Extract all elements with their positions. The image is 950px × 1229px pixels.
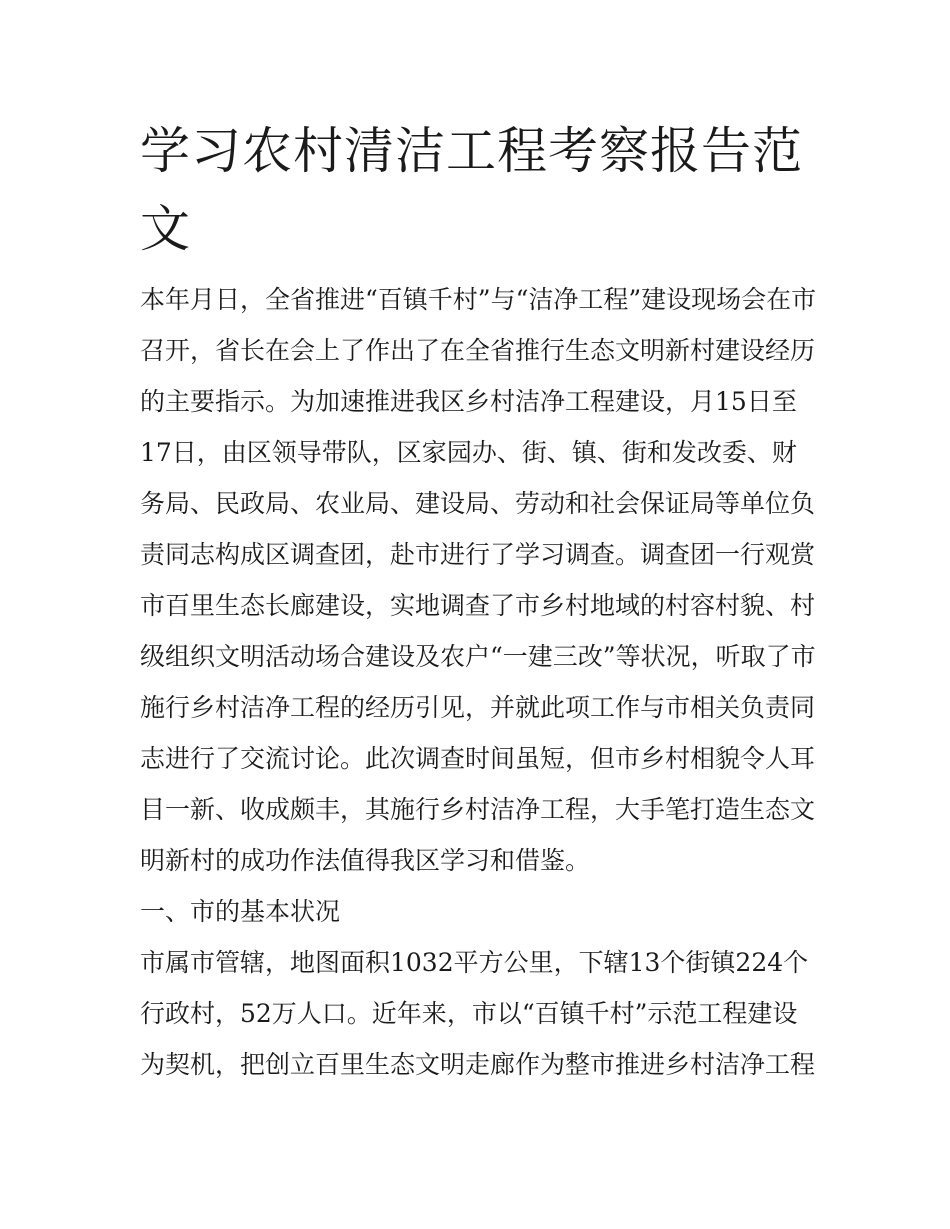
body-text-line: 责同志构成区调查团，赴市进行了学习调查。调查团一行观赏 bbox=[140, 540, 816, 569]
body-text-line: 的主要指示。为加速推进我区乡村洁净工程建设，月15日至 bbox=[140, 387, 797, 416]
body-text-line: 志进行了交流讨论。此次调查时间虽短，但市乡村相貌令人耳 bbox=[140, 744, 816, 773]
title-line: 文 bbox=[140, 200, 191, 258]
title-line: 学习农村清洁工程考察报告范 bbox=[140, 122, 803, 180]
body-text-line: 17日，由区领导带队，区家园办、街、镇、街和发改委、财 bbox=[140, 438, 797, 467]
body-text-line: 明新村的成功作法值得我区学习和借鉴。 bbox=[140, 846, 591, 875]
body-text-line: 目一新、收成颇丰，其施行乡村洁净工程，大手笔打造生态文 bbox=[140, 795, 816, 824]
body-text-line: 级组织文明活动场合建设及农户“一建三改”等状况，听取了市 bbox=[140, 642, 816, 671]
body-text-line: 市百里生态长廊建设，实地调查了市乡村地域的村容村貌、村 bbox=[140, 591, 816, 620]
body-text-line: 务局、民政局、农业局、建设局、劳动和社会保证局等单位负 bbox=[140, 489, 816, 518]
body-text-line: 本年月日，全省推进“百镇千村”与“洁净工程”建设现场会在市 bbox=[140, 285, 817, 314]
body-text-line: 召开，省长在会上了作出了在全省推行生态文明新村建设经历 bbox=[140, 336, 816, 365]
document-title bbox=[140, 112, 820, 268]
section-heading: 一、市的基本状况 bbox=[140, 897, 341, 926]
body-text-line: 施行乡村洁净工程的经历引见，并就此项工作与市相关负责同 bbox=[140, 693, 816, 722]
body-text-line: 为契机，把创立百里生态文明走廊作为整市推进乡村洁净工程 bbox=[140, 1050, 816, 1079]
body-text-line: 市属市管辖，地图面积1032平方公里，下辖13个街镇224个 bbox=[140, 948, 809, 977]
body-text-line: 行政村，52万人口。近年来，市以“百镇千村”示范工程建设 bbox=[140, 999, 798, 1028]
